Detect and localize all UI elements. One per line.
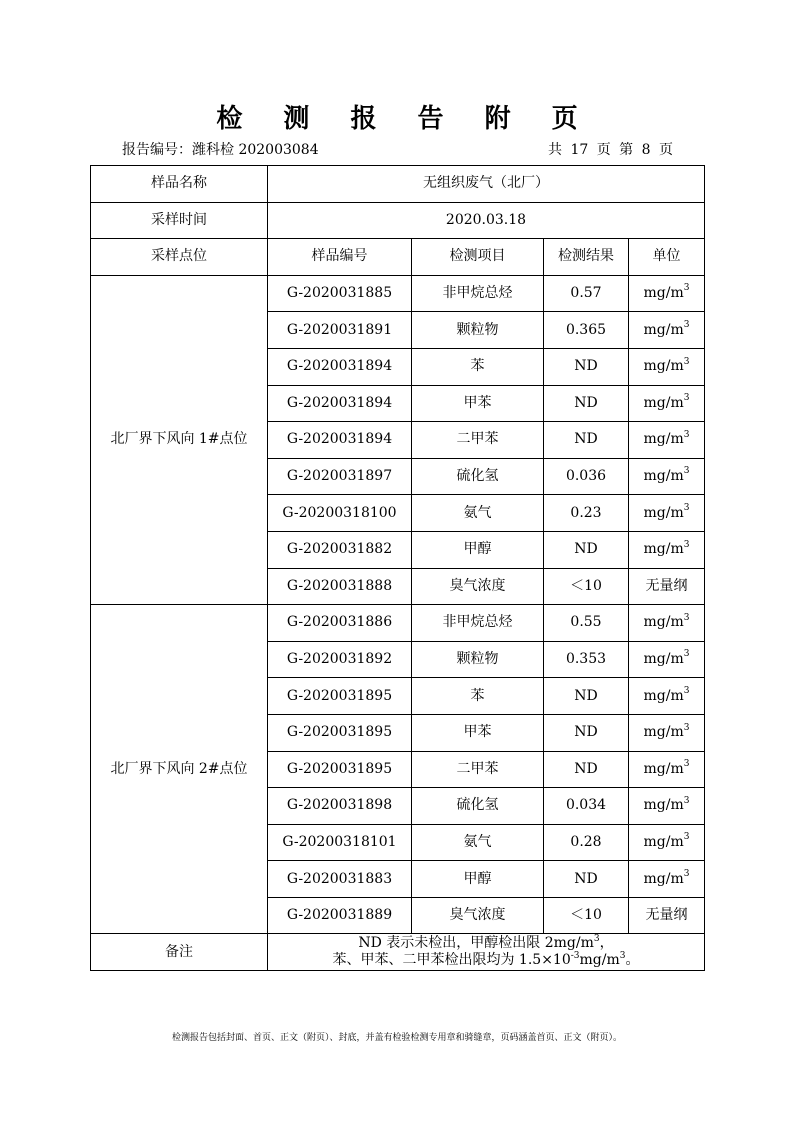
unit-superscript: 3 [683,649,690,660]
table-row [91,605,705,642]
sampling-location: 北厂界下风向 1#点位 [91,275,268,604]
header-unit: 单位 [629,239,705,276]
column-header-row [91,239,705,276]
unit-text: mg/m [643,541,684,558]
test-item: 二甲苯 [412,751,544,788]
footer-note: 检测报告包括封面、首页、正文（附页）、封底，并盖有检验检测专用章和骑缝章，页码涵盖首页、正文（附页）。 [171,1033,622,1043]
unit-superscript: 3 [683,502,690,513]
test-item: 颗粒物 [412,641,544,678]
unit [629,641,705,678]
unit [629,824,705,861]
test-result: ND [544,422,629,459]
test-result: ND [544,348,629,385]
sample-id: G-2020031882 [268,531,412,568]
test-item: 非甲烷总烃 [412,605,544,642]
test-result: 0.23 [544,495,629,532]
sample-name-row [91,166,705,203]
remark-punct: ， [599,935,614,952]
sample-id: G-2020031885 [268,275,412,312]
report-number-value: 潍科检 202003084 [192,142,319,158]
report-number-label: 报告编号： [122,142,192,158]
unit [629,348,705,385]
unit [629,458,705,495]
unit-superscript: 3 [683,539,690,550]
test-item: 甲醇 [412,861,544,898]
test-result: 0.28 [544,824,629,861]
sampling-time-label: 采样时间 [91,202,268,239]
sample-id: G-2020031892 [268,641,412,678]
sample-id: G-2020031894 [268,348,412,385]
test-result: ND [544,861,629,898]
test-result: 0.365 [544,312,629,349]
test-result: ND [544,678,629,715]
unit [629,897,705,934]
test-item: 非甲烷总烃 [412,275,544,312]
test-item: 甲苯 [412,385,544,422]
document-title: 检 测 报 告 附 页 [216,104,594,134]
sample-id: G-2020031886 [268,605,412,642]
remark-sup: 3 [619,950,626,961]
test-item: 苯 [412,678,544,715]
test-result: ND [544,385,629,422]
unit [629,275,705,312]
sample-id: G-2020031895 [268,678,412,715]
unit [629,861,705,898]
unit-text: mg/m [643,724,684,741]
unit-text: mg/m [643,687,684,704]
unit-superscript: 3 [683,612,690,623]
remark-unit: mg/m [579,952,620,969]
sample-id: G-2020031889 [268,897,412,934]
sample-id: G-2020031897 [268,458,412,495]
report-number [122,139,319,159]
unit-text: mg/m [643,870,684,887]
remark-line1: ND 表示未检出，甲醇检出限 2mg/m [358,935,594,952]
report-table [90,165,705,971]
unit-text: mg/m [643,797,684,814]
remark-sup: -3 [570,950,580,961]
remark-label: 备注 [91,934,268,971]
sample-name-label: 样品名称 [91,166,268,203]
unit [629,422,705,459]
unit [629,714,705,751]
unit [629,788,705,825]
test-item: 臭气浓度 [412,897,544,934]
unit-superscript: 3 [683,722,690,733]
sampling-time-value: 2020.03.18 [268,202,705,239]
unit [629,568,705,605]
unit-superscript: 3 [683,356,690,367]
sample-id: G-2020031898 [268,788,412,825]
unit-text: mg/m [643,760,684,777]
unit-text: mg/m [643,614,684,631]
test-item: 硫化氢 [412,458,544,495]
sample-id: G-2020031894 [268,422,412,459]
test-item: 臭气浓度 [412,568,544,605]
sample-id: G-2020031895 [268,751,412,788]
remark-punct: 。 [625,952,640,969]
test-item: 氨气 [412,824,544,861]
sample-id: G-2020031883 [268,861,412,898]
unit [629,605,705,642]
header-location: 采样点位 [91,239,268,276]
test-result: ND [544,751,629,788]
header-result: 检测结果 [544,239,629,276]
header-sample-id: 样品编号 [268,239,412,276]
unit-superscript: 3 [683,466,690,477]
test-result: 0.034 [544,788,629,825]
unit-superscript: 3 [683,832,690,843]
test-item: 硫化氢 [412,788,544,825]
unit-text: mg/m [643,468,684,485]
unit [629,385,705,422]
unit [629,312,705,349]
unit-text: 无量纲 [645,907,688,924]
unit-text: mg/m [643,394,684,411]
remark-row [91,934,705,971]
test-result: ND [544,714,629,751]
remark-sup: 3 [593,933,600,944]
sample-id: G-2020031888 [268,568,412,605]
remark-line2: 苯、甲苯、二甲苯检出限均为 1.5×10 [332,952,571,969]
page-info: 共 17 页 第 8 页 [548,142,673,158]
sampling-time-row [91,202,705,239]
sample-id: G-2020031895 [268,714,412,751]
unit-text: mg/m [643,321,684,338]
test-result: 0.57 [544,275,629,312]
test-item: 苯 [412,348,544,385]
test-result: 0.353 [544,641,629,678]
test-result: 0.55 [544,605,629,642]
test-item: 甲醇 [412,531,544,568]
sample-name-value: 无组织废气（北厂） [268,166,705,203]
test-item: 颗粒物 [412,312,544,349]
sampling-location: 北厂界下风向 2#点位 [91,605,268,934]
test-item: 甲苯 [412,714,544,751]
unit-text: mg/m [643,358,684,375]
unit-superscript: 3 [683,429,690,440]
sample-id: G-20200318101 [268,824,412,861]
unit-text: mg/m [643,833,684,850]
unit-superscript: 3 [683,283,690,294]
header-test-item: 检测项目 [412,239,544,276]
unit-superscript: 3 [683,759,690,770]
unit-text: mg/m [643,431,684,448]
sample-id: G-20200318100 [268,495,412,532]
unit-text: mg/m [643,504,684,521]
remark-text [268,934,705,971]
unit [629,678,705,715]
test-item: 二甲苯 [412,422,544,459]
table-row [91,275,705,312]
unit-superscript: 3 [683,393,690,404]
unit-superscript: 3 [683,868,690,879]
test-result: ND [544,531,629,568]
test-result: ＜10 [544,897,629,934]
sample-id: G-2020031891 [268,312,412,349]
test-result: 0.036 [544,458,629,495]
unit-text: mg/m [643,651,684,668]
test-result: ＜10 [544,568,629,605]
unit [629,751,705,788]
unit-text: 无量纲 [645,577,688,594]
unit [629,531,705,568]
test-item: 氨气 [412,495,544,532]
unit [629,495,705,532]
unit-superscript: 3 [683,795,690,806]
unit-text: mg/m [643,285,684,302]
sample-id: G-2020031894 [268,385,412,422]
unit-superscript: 3 [683,685,690,696]
unit-superscript: 3 [683,320,690,331]
